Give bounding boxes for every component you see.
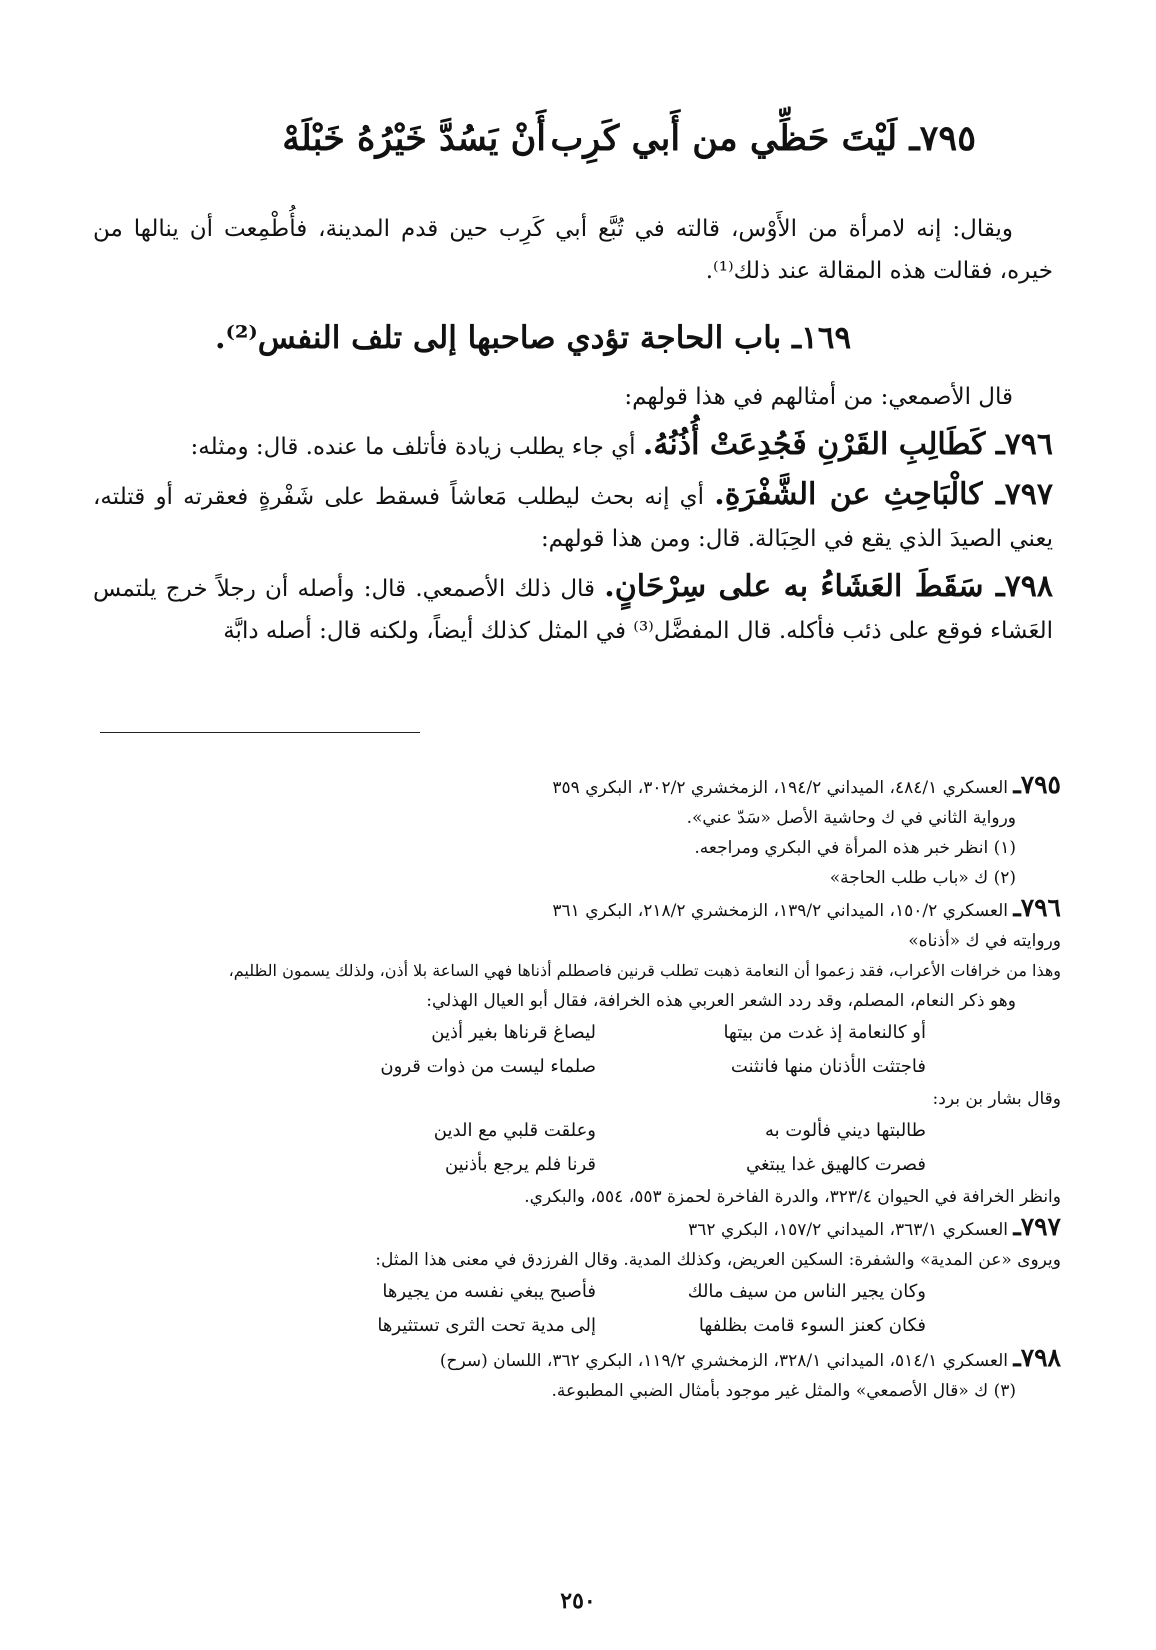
footnote-2: (٢) ك «باب طلب الحاجة» <box>829 868 1016 888</box>
note-798-number: ٧٩٨ـ <box>1013 1343 1061 1372</box>
verse-line <box>91 1114 1061 1148</box>
verse-line <box>91 1148 1061 1182</box>
proverb-796-explanation: أي جاء يطلب زيادة فأتلف ما عنده. قال: ومثله: <box>190 434 643 460</box>
verse-line <box>91 1050 1061 1084</box>
verse-hemistich: ليصاغ قرناها بغير أذين <box>431 1022 596 1043</box>
note-795-sources <box>91 770 1061 803</box>
verse-hemistich: قرنا فلم يرجع بأذنين <box>444 1154 596 1175</box>
note-795-source-list: العسكري ٤٨٤/١، الميداني ١٩٤/٢، الزمخشري ٣٠٢/٢، البكري ٣٥٩ <box>552 778 1014 798</box>
main-text <box>93 208 1053 652</box>
note-796-text-1: وهذا من خرافات الأعراب، فقد زعموا أن النعامة ذهبت تطلب قرنين فاصطلم أذناها فهي الساعة بلا أذن، ولذلك يسمون الظليم، <box>228 961 1061 980</box>
verse-hemistich: وكان يجير الناس من سيف مالك <box>687 1281 926 1302</box>
entry-796 <box>93 424 1053 468</box>
verse-hemistich: أو كالنعامة إذ غدت من بيتها <box>723 1022 926 1043</box>
verse-hemistich: وعلقت قلبي مع الدين <box>433 1120 596 1141</box>
proverb-798-explanation: قال ذلك الأصمعي. قال: وأصله أن رجلاً خرج يلتمس العَشاء فوقع على ذئب فأكله. قال المفضَّل⁽³⁾ في المثل كذلك أيضاً، ولكنه قال: أصله دابَّة <box>93 576 1053 644</box>
verse-hemistich: فصرت كالهيق غدا يبتغي <box>746 1154 926 1175</box>
verse-hemistich: إلى مدية تحت الثرى تستثيرها <box>377 1315 596 1336</box>
verse-first-hemistich: ٧٩٥ـ لَيْتَ حَظِّي من أَبي كَرِب <box>550 118 976 159</box>
proverb-797: ٧٩٧ـ كالْبَاحِثِ عن الشَّفْرَةِ. <box>714 477 1053 512</box>
entry-798 <box>93 566 1053 652</box>
note-796-source-list: العسكري ١٥٠/٢، الميداني ١٣٩/٢، الزمخشري ٢١٨/٢، البكري ٣٦١ <box>552 901 1014 921</box>
verse-second-hemistich: أَنْ يَسُدَّ خَيْرُهُ خَبْلَهْ <box>282 118 546 159</box>
paragraph-795-explanation: ويقال: إنه لامرأة من الأَوْس، قالته في تُبَّع أبي كَرِب حين قدم المدينة، فأُطْمِعت أن ينالها من خيره، فقالت هذه المقالة عند ذلك⁽¹⁾. <box>93 216 1053 284</box>
note-hayawan: وانظر الخرافة في الحيوان ٣٢٣/٤، والدرة الفاخرة لحمزة ٥٥٣، ٥٥٤، والبكري. <box>524 1187 1061 1207</box>
verse-hemistich: فكان كعنز السوء قامت بظلفها <box>698 1315 926 1336</box>
note-795-number: ٧٩٥ـ <box>1013 770 1061 799</box>
note-798-sources <box>91 1343 1061 1376</box>
footnote-3: (٣) ك «قال الأصمعي» والمثل غير موجود بأمثال الضبي المطبوعة. <box>551 1381 1016 1401</box>
verse-hemistich: فاجتثت الأذنان منها فانثنت <box>730 1056 926 1077</box>
verse-hemistich: طالبتها ديني فألوت به <box>764 1120 926 1141</box>
note-797-sources <box>91 1212 1061 1245</box>
proverb-796: ٧٩٦ـ كَطَالِبِ القَرْنِ فَجُدِعَتْ أُذُنُهُ. <box>642 427 1053 462</box>
entry-797 <box>93 474 1053 560</box>
paragraph-asmai-intro: قال الأصمعي: من أمثالهم في هذا قولهم: <box>624 384 1013 410</box>
proverb-797-explanation: أي إنه بحث ليطلب مَعاشاً فسقط على شَفْرةٍ فعقرته أو قتلته، يعني الصيدَ الذي يقع في الحِبَالة. قال: ومن هذا قولهم: <box>93 484 1053 552</box>
proverb-798: ٧٩٨ـ سَقَطَ العَشَاءُ به على سِرْحَانٍ. <box>604 569 1053 604</box>
verse-hemistich: فأصبح يبغي نفسه من يجيرها <box>382 1281 596 1302</box>
verse-line <box>91 1016 1061 1050</box>
chapter-heading-169: ١٦٩ـ باب الحاجة تؤدي صاحبها إلى تلف النفس⁽²⁾. <box>214 320 852 356</box>
note-797-number: ٧٩٧ـ <box>1013 1212 1061 1241</box>
note-796-number: ٧٩٦ـ <box>1013 893 1061 922</box>
proverb-verse-795 <box>176 118 976 168</box>
page-number: ٢٥٠ <box>560 1588 596 1614</box>
footnotes <box>91 770 1061 1406</box>
note-795-variant: ورواية الثاني في ك وحاشية الأصل «سَدّ عني». <box>686 808 1016 828</box>
note-796-variant: وروايته في ك «أذناه» <box>908 931 1061 951</box>
note-797-source-list: العسكري ٣٦٣/١، الميداني ١٥٧/٢، البكري ٣٦٢ <box>688 1220 1014 1240</box>
note-798-source-list: العسكري ٥١٤/١، الميداني ٣٢٨/١، الزمخشري ١١٩/٢، البكري ٣٦٢، اللسان (سرح) <box>439 1351 1014 1371</box>
note-796-sources <box>91 893 1061 926</box>
footnote-1: (١) انظر خبر هذه المرأة في البكري ومراجعه. <box>694 838 1016 858</box>
verse-hemistich: صلماء ليست من ذوات قرون <box>380 1056 596 1077</box>
note-bashar: وقال بشار بن برد: <box>932 1089 1061 1109</box>
note-796-text-2: وهو ذكر النعام، المصلم، وقد ردد الشعر العربي هذه الخرافة، فقال أبو العيال الهذلي: <box>426 991 1016 1011</box>
verse-line <box>91 1275 1061 1309</box>
note-797-variant: ويروى «عن المدية» والشفرة: السكين العريض، وكذلك المدية. وقال الفرزدق في معنى هذا المثل: <box>375 1250 1061 1270</box>
footnote-divider <box>100 732 420 733</box>
verse-line <box>91 1309 1061 1343</box>
